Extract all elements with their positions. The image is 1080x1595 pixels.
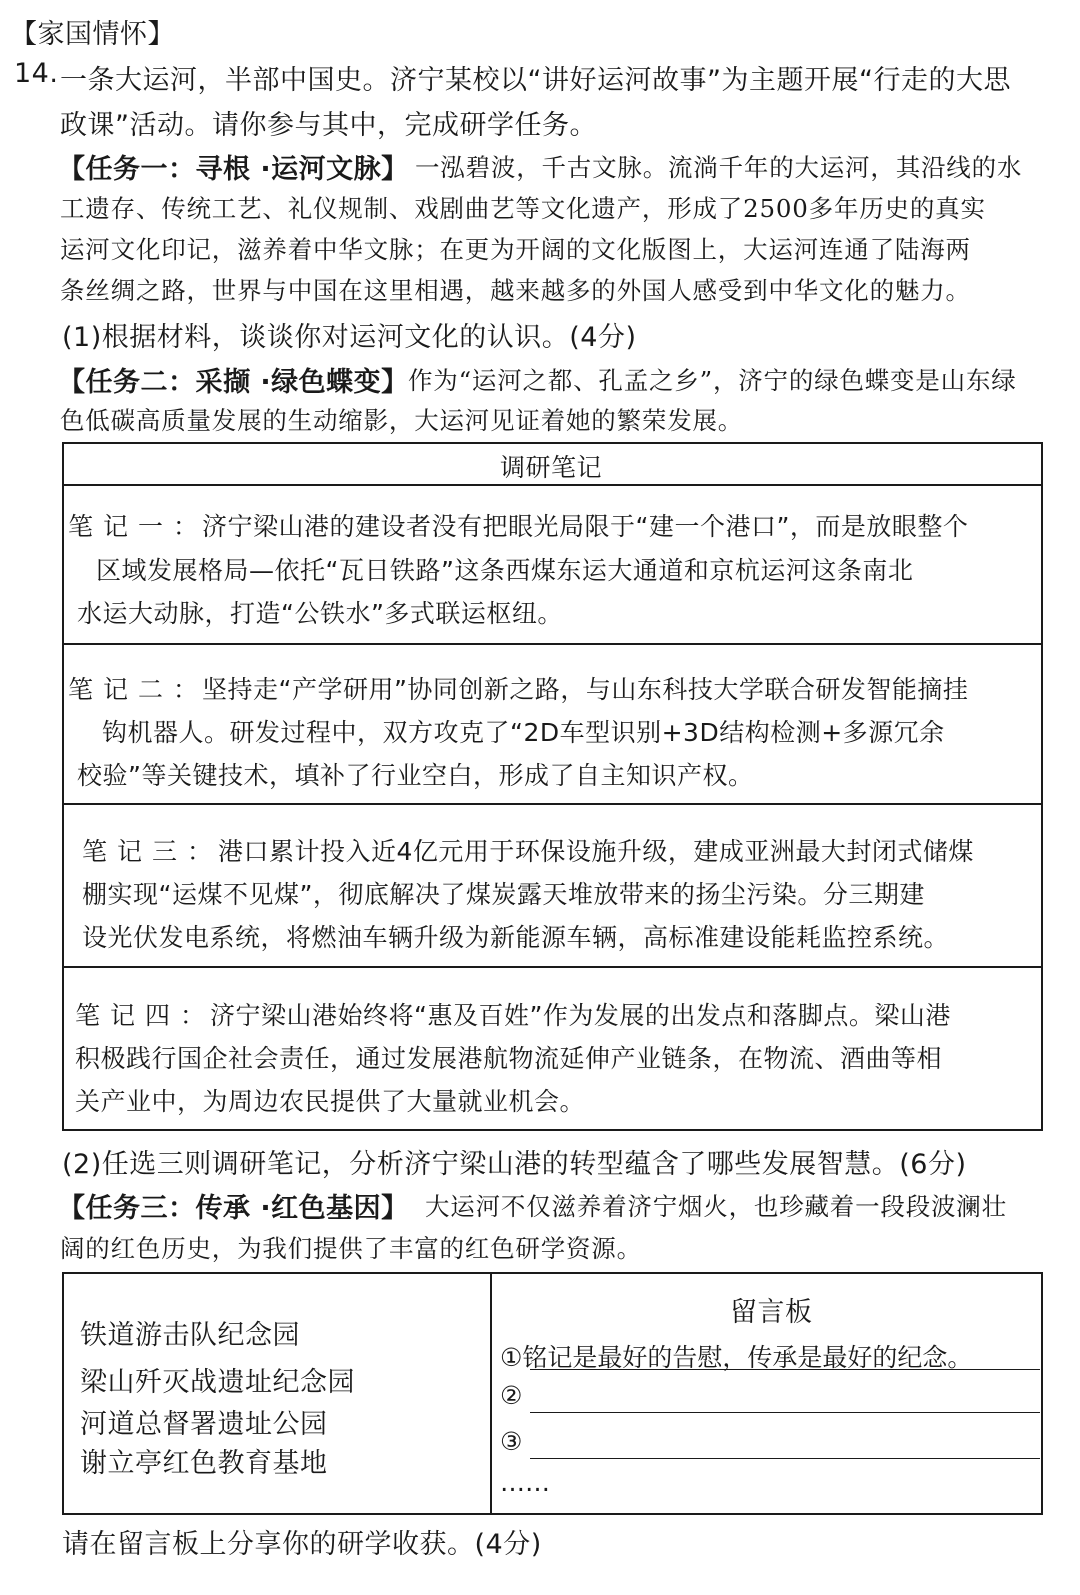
question-stem-line-2: 政课”活动。请你参与其中，完成研学任务。 <box>60 110 597 141</box>
red-site-item: 谢立亭红色教育基地 <box>80 1448 328 1479</box>
note2-line-2: 钩机器人。研发过程中，双方攻克了“2D车型识别+3D结构检测+多源冗余 <box>102 718 945 747</box>
note3-line-2: 棚实现“运煤不见煤”，彻底解决了煤炭露天堆放带来的扬尘污染。分三期建 <box>82 880 925 909</box>
task2-text-line-2: 色低碳高质量发展的生动缩影，大运河见证着她的繁荣发展。 <box>60 406 744 435</box>
table-title: 调研笔记 <box>500 453 603 482</box>
table-divider <box>62 803 1043 805</box>
note3-label: 笔记三： <box>82 837 223 866</box>
task3-text-line-1: 大运河不仅滋养着济宁烟火，也珍藏着一段段波澜壮 <box>425 1192 1007 1221</box>
task2-text-line-1: 作为“运河之都、孔孟之乡”，济宁的绿色蝶变是山东绿 <box>408 366 1017 395</box>
table-divider <box>62 643 1043 645</box>
task1-text-line-1: 一泓碧波，千古文脉。流淌千年的大运河，其沿线的水 <box>415 153 1023 182</box>
note3-line-3: 设光伏发电系统，将燃油车辆升级为新能源车辆，高标准建设能耗监控系统。 <box>82 923 950 952</box>
answer-line[interactable] <box>530 1458 1040 1459</box>
note2-line-1: 坚持走“产学研用”协同创新之路，与山东科技大学联合研发智能摘挂 <box>202 675 969 704</box>
note4-line-1: 济宁梁山港始终将“惠及百姓”作为发展的出发点和落脚点。梁山港 <box>210 1001 951 1030</box>
note4-line-3: 关产业中，为周边农民提供了大量就业机会。 <box>75 1087 586 1116</box>
message-board-ellipsis: …… <box>500 1468 550 1497</box>
note1-line-1: 济宁梁山港的建设者没有把眼光局限于“建一个港口”，而是放眼整个 <box>202 512 969 541</box>
task3-question: 请在留言板上分享你的研学收获。(4分) <box>62 1529 542 1560</box>
note2-line-3: 校验”等关键技术，填补了行业空白，形成了自主知识产权。 <box>77 761 754 790</box>
note2-label: 笔记二： <box>68 675 209 704</box>
note1-line-3: 水运大动脉，打造“公铁水”多式联运枢纽。 <box>77 599 563 628</box>
task1-text-line-4: 条丝绸之路，世界与中国在这里相遇，越来越多的外国人感受到中华文化的魅力。 <box>60 276 971 305</box>
task1-heading: 【任务一：寻根 ·运河文脉】 <box>58 154 409 185</box>
task2-question: (2)任选三则调研笔记，分析济宁梁山港的转型蕴含了哪些发展智慧。(6分) <box>62 1149 967 1180</box>
note1-label: 笔记一： <box>68 512 209 541</box>
note4-label: 笔记四： <box>75 1001 216 1030</box>
red-site-item: 铁道游击队纪念园 <box>80 1320 300 1351</box>
task3-text-line-2: 阔的红色历史，为我们提供了丰富的红色研学资源。 <box>60 1234 642 1263</box>
task3-heading: 【任务三：传承 ·红色基因】 <box>58 1193 409 1224</box>
note4-line-2: 积极践行国企社会责任，通过发展港航物流延伸产业链条，在物流、酒曲等相 <box>75 1044 943 1073</box>
message-board-entry-1: ①铭记是最好的告慰，传承是最好的纪念。 <box>500 1343 973 1372</box>
red-site-item: 河道总督署遗址公园 <box>80 1409 328 1440</box>
table-divider <box>62 484 1043 486</box>
message-board-title: 留言板 <box>730 1297 813 1328</box>
task1-text-line-3: 运河文化印记，滋养着中华文脉；在更为开阔的文化版图上，大运河连通了陆海两 <box>60 235 971 264</box>
task1-text-line-2: 工遗存、传统工艺、礼仪规制、戏剧曲艺等文化遗产，形成了2500多年历史的真实 <box>60 194 986 223</box>
note1-line-2: 区域发展格局—依托“瓦日铁路”这条西煤东运大通道和京杭运河这条南北 <box>96 556 914 585</box>
question-stem-line-1: 一条大运河，半部中国史。济宁某校以“讲好运河故事”为主题开展“行走的大思 <box>60 65 1011 96</box>
answer-line[interactable] <box>530 1412 1040 1413</box>
answer-underline <box>530 1369 1040 1370</box>
message-board-entry-3: ③ <box>500 1427 523 1456</box>
task2-heading: 【任务二：采撷 ·绿色蝶变】 <box>58 367 409 398</box>
table-column-divider <box>490 1272 492 1515</box>
section-title: 【家国情怀】 <box>10 19 175 50</box>
note3-line-1: 港口累计投入近4亿元用于环保设施升级，建成亚洲最大封闭式储煤 <box>218 837 974 866</box>
task1-question: (1)根据材料，谈谈你对运河文化的认识。(4分) <box>62 322 637 353</box>
message-board-entry-2: ② <box>500 1381 523 1410</box>
red-site-item: 梁山歼灭战遗址纪念园 <box>80 1367 355 1398</box>
question-number: 14. <box>14 58 59 89</box>
table-divider <box>62 966 1043 968</box>
